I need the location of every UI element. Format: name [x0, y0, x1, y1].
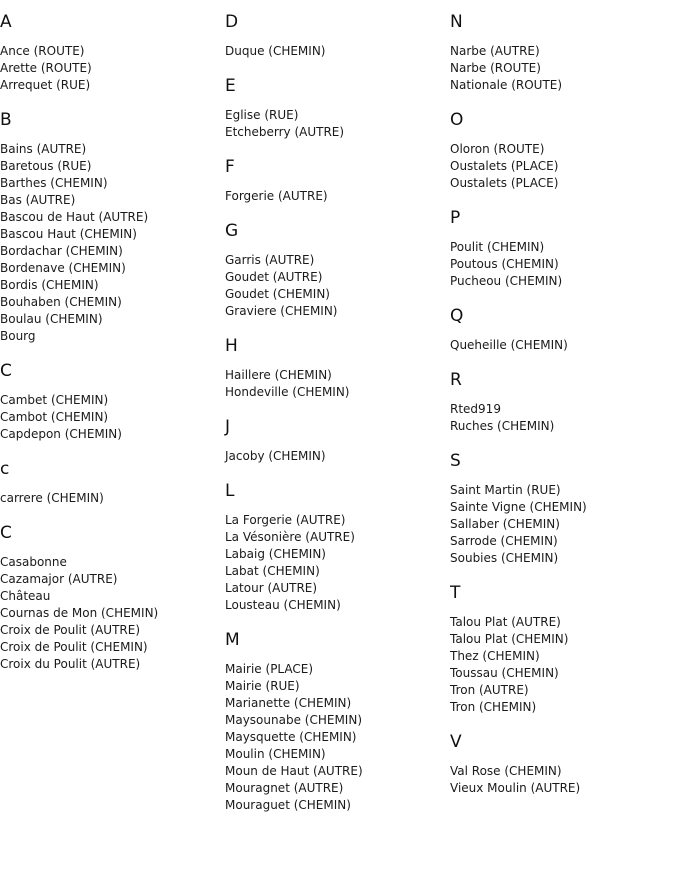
street-item: Mairie (RUE)	[225, 679, 300, 693]
section-letter-heading: C	[0, 361, 12, 381]
street-list	[450, 482, 675, 567]
section-letter-heading: J	[225, 417, 231, 437]
section-letter-heading: T	[450, 583, 461, 603]
street-list	[225, 188, 445, 205]
street-item: Forgerie (AUTRE)	[225, 189, 328, 203]
street-item: Lousteau (CHEMIN)	[225, 598, 341, 612]
street-list	[225, 43, 445, 60]
street-item: Goudet (CHEMIN)	[225, 287, 330, 301]
letter-section	[450, 94, 675, 192]
street-item: Bourg	[0, 329, 36, 343]
street-item: Poulit (CHEMIN)	[450, 240, 545, 254]
street-list	[450, 763, 675, 797]
street-item: Sallaber (CHEMIN)	[450, 517, 560, 531]
street-list	[225, 252, 445, 320]
letter-section	[225, 141, 445, 205]
street-item: Mairie (PLACE)	[225, 662, 314, 676]
street-item: Boulau (CHEMIN)	[0, 312, 103, 326]
street-item: Saint Martin (RUE)	[450, 483, 561, 497]
letter-section	[0, 94, 220, 345]
street-item: Oustalets (PLACE)	[450, 159, 559, 173]
street-item: Narbe (AUTRE)	[450, 44, 540, 58]
street-item: Bascou Haut (CHEMIN)	[0, 227, 137, 241]
street-list	[0, 490, 220, 507]
street-item: Labat (CHEMIN)	[225, 564, 320, 578]
street-item: Mouragnet (AUTRE)	[225, 781, 344, 795]
street-item: Sainte Vigne (CHEMIN)	[450, 500, 587, 514]
street-item: Ance (ROUTE)	[0, 44, 85, 58]
street-item: Baretous (RUE)	[0, 159, 92, 173]
letter-section	[0, 507, 220, 673]
street-item: Bordachar (CHEMIN)	[0, 244, 123, 258]
street-item: Bains (AUTRE)	[0, 142, 87, 156]
street-item: Narbe (ROUTE)	[450, 61, 541, 75]
section-letter-heading: L	[225, 481, 235, 501]
street-item: Casabonne	[0, 555, 67, 569]
section-letter-heading: E	[225, 76, 236, 96]
letter-section	[225, 401, 445, 465]
letter-section	[450, 192, 675, 290]
street-list	[225, 107, 445, 141]
street-list	[0, 554, 220, 673]
street-item: Poutous (CHEMIN)	[450, 257, 559, 271]
street-item: Pucheou (CHEMIN)	[450, 274, 563, 288]
street-item: Hondeville (CHEMIN)	[225, 385, 350, 399]
street-item: Croix de Poulit (CHEMIN)	[0, 640, 148, 654]
section-letter-heading: R	[450, 370, 462, 390]
street-item: Mouraguet (CHEMIN)	[225, 798, 351, 812]
street-list	[225, 448, 445, 465]
street-list	[450, 337, 675, 354]
street-item: Bordis (CHEMIN)	[0, 278, 99, 292]
street-list	[450, 614, 675, 716]
street-item: Bascou de Haut (AUTRE)	[0, 210, 149, 224]
section-letter-heading: M	[225, 630, 240, 650]
section-letter-heading: O	[450, 110, 464, 130]
street-item: Cournas de Mon (CHEMIN)	[0, 606, 159, 620]
street-item: carrere (CHEMIN)	[0, 491, 104, 505]
street-item: Cambet (CHEMIN)	[0, 393, 109, 407]
street-item: Tron (AUTRE)	[450, 683, 529, 697]
street-item: Sarrode (CHEMIN)	[450, 534, 558, 548]
section-letter-heading: H	[225, 336, 238, 356]
street-item: Graviere (CHEMIN)	[225, 304, 338, 318]
letter-section	[0, 345, 220, 443]
street-item: Soubies (CHEMIN)	[450, 551, 559, 565]
street-list	[0, 141, 220, 345]
letter-section	[450, 354, 675, 435]
street-item: Haillere (CHEMIN)	[225, 368, 332, 382]
section-letter-heading: P	[450, 208, 461, 228]
street-item: Marianette (CHEMIN)	[225, 696, 352, 710]
street-list	[450, 401, 675, 435]
street-list	[0, 43, 220, 94]
letter-section	[225, 60, 445, 141]
section-letter-heading: V	[450, 732, 462, 752]
letter-section	[0, 0, 220, 94]
street-item: Bordenave (CHEMIN)	[0, 261, 126, 275]
letter-section	[450, 0, 675, 94]
street-list	[225, 367, 445, 401]
street-item: Talou Plat (CHEMIN)	[450, 632, 569, 646]
street-item: Oustalets (PLACE)	[450, 176, 559, 190]
street-item: Queheille (CHEMIN)	[450, 338, 568, 352]
street-column-2	[225, 0, 445, 814]
letter-section	[225, 465, 445, 614]
section-letter-heading: F	[225, 157, 235, 177]
street-item: La Forgerie (AUTRE)	[225, 513, 346, 527]
street-item: Cambot (CHEMIN)	[0, 410, 109, 424]
street-item: Labaig (CHEMIN)	[225, 547, 326, 561]
street-column-1	[0, 0, 220, 673]
street-list	[225, 512, 445, 614]
letter-section	[225, 0, 445, 60]
letter-section	[450, 567, 675, 716]
street-item: Etcheberry (AUTRE)	[225, 125, 345, 139]
section-letter-heading: S	[450, 451, 461, 471]
section-letter-heading: N	[450, 12, 463, 32]
street-item: Garris (AUTRE)	[225, 253, 315, 267]
street-item: Eglise (RUE)	[225, 108, 299, 122]
section-letter-heading: G	[225, 221, 239, 241]
letter-section	[225, 205, 445, 320]
section-letter-heading: B	[0, 110, 12, 130]
street-item: Jacoby (CHEMIN)	[225, 449, 326, 463]
section-letter-heading: c	[0, 459, 10, 479]
street-item: Val Rose (CHEMIN)	[450, 764, 562, 778]
street-item: Moulin (CHEMIN)	[225, 747, 326, 761]
letter-section	[450, 290, 675, 354]
street-item: Château	[0, 589, 51, 603]
street-item: Goudet (AUTRE)	[225, 270, 323, 284]
street-list	[450, 43, 675, 94]
street-item: Toussau (CHEMIN)	[450, 666, 559, 680]
street-item: Maysquette (CHEMIN)	[225, 730, 357, 744]
section-letter-heading: Q	[450, 306, 464, 326]
street-item: Ruches (CHEMIN)	[450, 419, 555, 433]
street-list	[450, 141, 675, 192]
street-item: Latour (AUTRE)	[225, 581, 318, 595]
section-letter-heading: C	[0, 523, 12, 543]
section-letter-heading: A	[0, 12, 12, 32]
street-item: Bouhaben (CHEMIN)	[0, 295, 122, 309]
street-item: Capdepon (CHEMIN)	[0, 427, 122, 441]
street-item: Oloron (ROUTE)	[450, 142, 545, 156]
street-item: Arrequet (RUE)	[0, 78, 91, 92]
street-item: Rted919	[450, 402, 501, 416]
street-item: Cazamajor (AUTRE)	[0, 572, 118, 586]
street-item: Croix de Poulit (AUTRE)	[0, 623, 141, 637]
section-letter-heading: D	[225, 12, 239, 32]
letter-section	[225, 614, 445, 814]
street-item: Croix du Poulit (AUTRE)	[0, 657, 141, 671]
street-item: Vieux Moulin (AUTRE)	[450, 781, 581, 795]
street-item: Moun de Haut (AUTRE)	[225, 764, 363, 778]
street-list	[450, 239, 675, 290]
street-list	[225, 661, 445, 814]
street-item: Thez (CHEMIN)	[450, 649, 540, 663]
street-item: Nationale (ROUTE)	[450, 78, 563, 92]
street-column-3	[450, 0, 675, 797]
street-item: Talou Plat (AUTRE)	[450, 615, 561, 629]
street-item: La Vésonière (AUTRE)	[225, 530, 355, 544]
letter-section	[0, 443, 220, 507]
street-item: Duque (CHEMIN)	[225, 44, 326, 58]
letter-section	[225, 320, 445, 401]
letter-section	[450, 435, 675, 567]
street-item: Maysounabe (CHEMIN)	[225, 713, 362, 727]
street-item: Bas (AUTRE)	[0, 193, 76, 207]
street-item: Tron (CHEMIN)	[450, 700, 537, 714]
street-item: Barthes (CHEMIN)	[0, 176, 108, 190]
street-list	[0, 392, 220, 443]
street-item: Arette (ROUTE)	[0, 61, 92, 75]
letter-section	[450, 716, 675, 797]
